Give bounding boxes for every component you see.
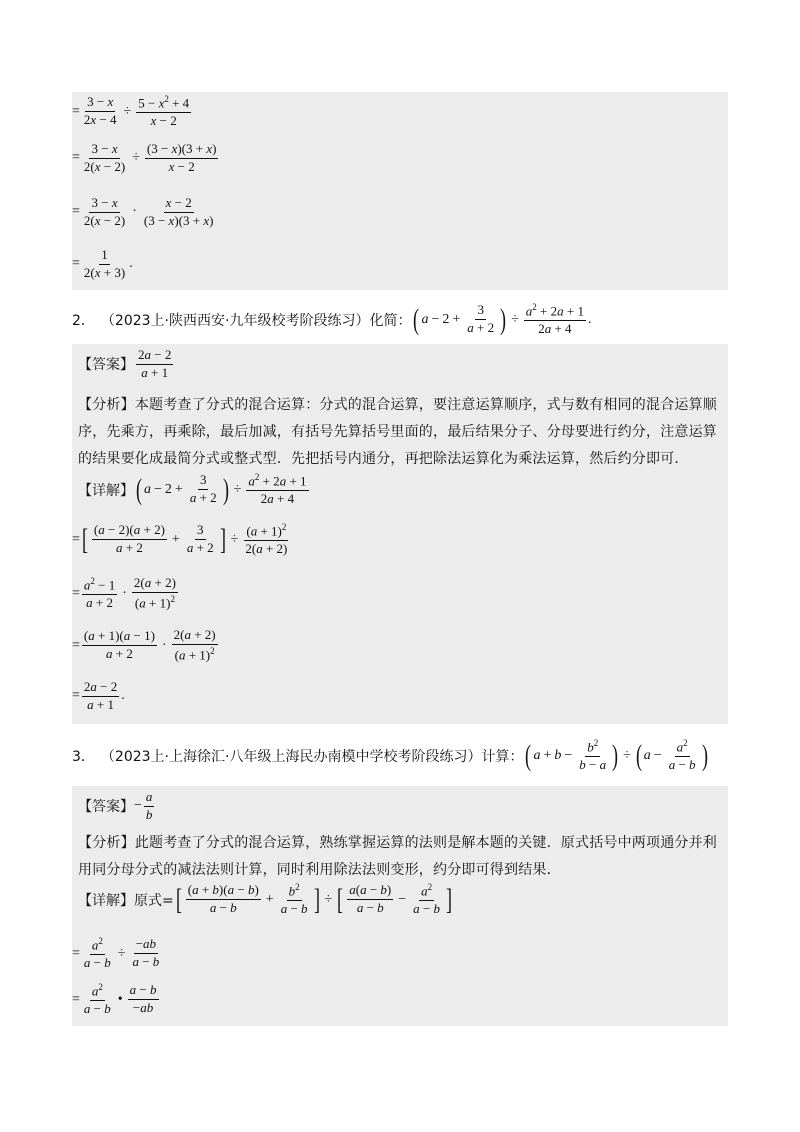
q3-answer: 【答案】 − $\frac{a}{b}$ (78, 789, 153, 822)
q2-number: 2． (72, 312, 95, 329)
q2-detail-step-0: 【详解】 ( a − 2 + $\frac{3}{a + 2}$ ) ÷ $\frac{a^2 + 2a + 1}{2a + 4}$ (78, 472, 307, 507)
q2-analysis-text: 本题考查了分式的混合运算：分式的混合运算，要注意运算顺序，式与数有相同的混合运算顺序，先乘方，再乘除，最后加减，有括号先算括号里面的，最后结果分子、分母要进行约分，注意运算的结果要化成最简分式或整式型．先把括号内通分，再把除法运算化为乘法运算，然后约分即可． (78, 397, 718, 467)
q1-step-3: = $\frac{3 - x}{2(x - 2)}$ · $\frac{x - 2}{(3 - x)(3 + x)}$ (72, 195, 214, 228)
q2-source: （2023上·陕西西安·九年级校考阶段练习） (100, 312, 370, 329)
q2-task: 化简： (369, 312, 412, 329)
q3-detail-label: 【详解】 (78, 892, 134, 909)
q2-detail-label: 【详解】 (78, 482, 134, 499)
q3-answer-label: 【答案】 (78, 799, 134, 816)
q3-detail-step-1: = $\frac{a^2}{a - b}$ ÷ $\frac{-ab}{a - b}$ (72, 936, 160, 971)
q2-analysis (78, 392, 726, 473)
q3-number: 3． (72, 748, 95, 765)
q2-detail-step-3: = $\frac{(a + 1)(a - 1)}{a + 2}$ · $\frac{2(a + 2)}{(a + 1)^2}$ (72, 627, 216, 663)
q3-task: 计算： (481, 748, 524, 765)
q3-statement: 3． （2023上·上海徐汇·八年级上海民办南模中学校考阶段练习） 计算： ( a + b − $\frac{b^2}{b - a}$ ) ÷ ( a − $\frac{a^2}{a - b}$ ) (72, 738, 708, 773)
q3-solution-block (72, 786, 728, 1026)
q2-solution-block (72, 344, 728, 724)
q2-analysis-label: 【分析】 (78, 397, 135, 413)
q2-answer: 【答案】 $\frac{2a - 2}{a + 1}$ (78, 347, 172, 380)
q3-detail-prefix: 原式= (134, 892, 174, 909)
q2-statement: 2． （2023上·陕西西安·九年级校考阶段练习） 化简： ( a − 2 + $\frac{3}{a + 2}$ ) ÷ $\frac{a^2 + 2a + 1}{2a + 4}$ . (72, 302, 592, 337)
q2-detail-step-4: = $\frac{2a - 2}{a + 1}$ . (72, 679, 125, 712)
q1-step-1: = $\frac{3 - x}{2x - 4}$ ÷ $\frac{5 - x^2 + 4}{x - 2}$ (72, 94, 190, 129)
q2-detail-step-2: = $\frac{a^2 - 1}{a + 2}$ · $\frac{2(a + 2)}{(a + 1)^2}$ (72, 575, 176, 611)
q3-analysis-text: 此题考查了分式的混合运算，熟练掌握运算的法则是解本题的关键．原式括号中两项通分并利用同分母分式的减法法则计算，同时利用除法法则变形，约分即可得到结果． (78, 835, 718, 878)
q3-detail-step-2: = $\frac{a^2}{a - b}$ • $\frac{a - b}{-ab}$ (72, 982, 157, 1017)
q2-answer-label: 【答案】 (78, 357, 134, 374)
q1-solution-block (72, 92, 728, 290)
q3-source: （2023上·上海徐汇·八年级上海民办南模中学校考阶段练习） (100, 748, 482, 765)
q3-detail-step-0: 【详解】 原式= [ $\frac{(a + b)(a - b)}{a - b}$ + $\frac{b^2}{a - b}$ ] ÷ [ $\frac{a(a - b)}{a - b}$ − $\frac{a^2}{a - b}$ ] (78, 882, 452, 917)
q1-step-4: = $\frac{1}{2(x + 3)}$ . (72, 247, 133, 280)
q3-analysis-label: 【分析】 (78, 835, 135, 851)
q2-detail-step-1: = [ $\frac{(a - 2)(a + 2)}{a + 2}$ + $\frac{3}{a + 2}$ ] ÷ $\frac{(a + 1)^2}{2(a + 2)}$ (72, 522, 288, 557)
q1-step-2: = $\frac{3 - x}{2(x - 2)}$ ÷ $\frac{(3 - x)(3 + x)}{x - 2}$ (72, 141, 217, 174)
q3-analysis (78, 830, 726, 884)
